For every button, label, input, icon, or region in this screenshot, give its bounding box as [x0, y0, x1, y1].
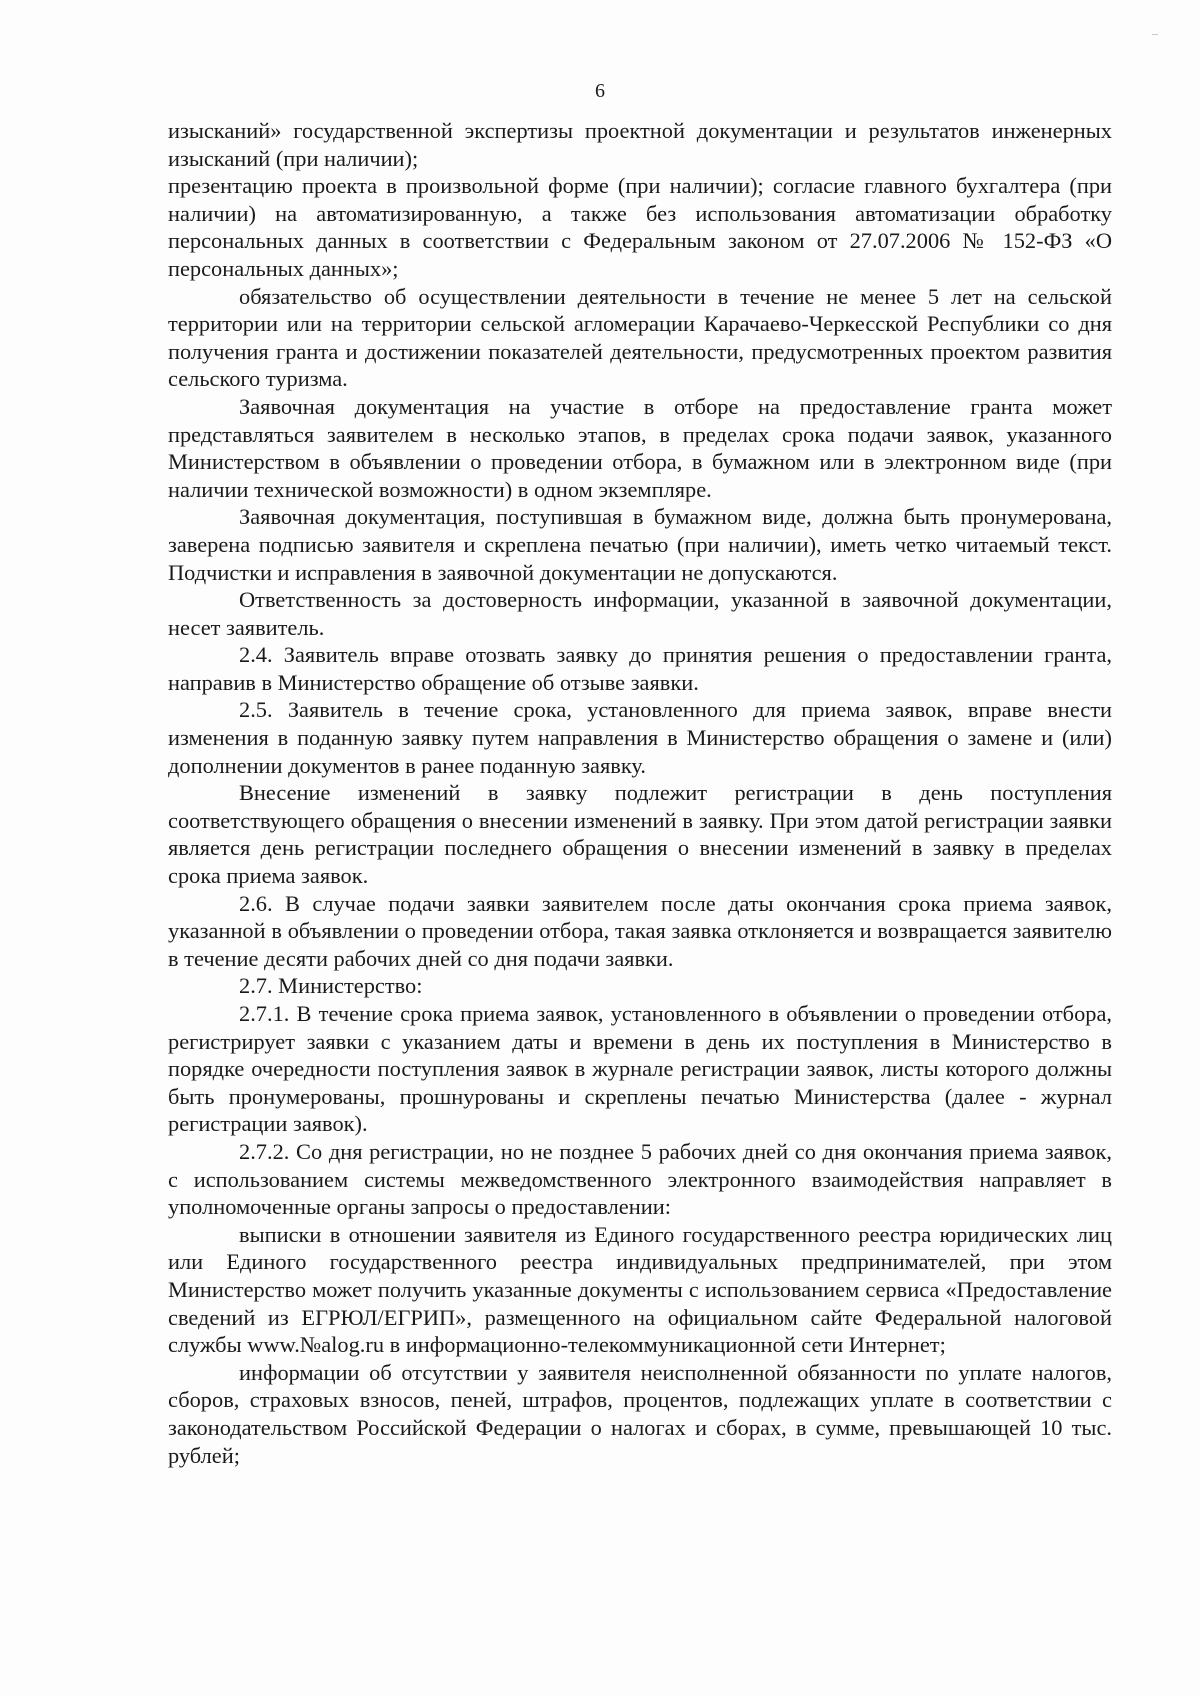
paragraph: выписки в отношении заявителя из Единого государственного реестра юридических лиц или Единого государственного реестра индивидуальных предпринимателей, при этом Министерство может получить указанные документы с использованием сервиса «Предоставление сведений из ЕГРЮЛ/ЕГРИП», размещенного на официальном сайте Федеральной налоговой службы www.№alog.ru в информационно-телекоммуникационной сети Интернет;	[168, 1221, 1112, 1358]
paragraph: 2.4. Заявитель вправе отозвать заявку до принятия решения о предоставлении гранта, направив в Министерство обращение об отзыве заявки.	[168, 642, 1112, 695]
paragraph: Заявочная документация на участие в отборе на предоставление гранта может представляться заявителем в несколько этапов, в пределах срока подачи заявок, указанного Министерством в объявлении о проведении отбора, в бумажном или в электронном виде (при наличии технической возможности) в одном экземпляре.	[168, 393, 1112, 502]
paragraph: информации об отсутствии у заявителя неисполненной обязанности по уплате налогов, сборов, страховых взносов, пеней, штрафов, процентов, подлежащих уплате в соответствии с законодательством Российской Федерации о налогах и сборах, в сумме, превышающей 10 тыс. рублей;	[168, 1359, 1112, 1468]
paragraph: 2.5. Заявитель в течение срока, установленного для приема заявок, вправе внести изменения в поданную заявку путем направления в Министерство обращения о замене и (или) дополнении документов в ранее поданную заявку.	[168, 697, 1112, 778]
paragraph: Внесение изменений в заявку подлежит регистрации в день поступления соответствующего обращения о внесении изменений в заявку. При этом датой регистрации заявки является день регистрации последнего обращения о внесении изменений в заявку в пределах срока приема заявок.	[168, 780, 1112, 889]
paragraph: Ответственность за достоверность информации, указанной в заявочной документации, несет заявитель.	[168, 587, 1112, 640]
scan-artifact	[1152, 34, 1158, 35]
paragraph: 2.6. В случае подачи заявки заявителем после даты окончания срока приема заявок, указанной в объявлении о проведении отбора, такая заявка отклоняется и возвращается заявителю в течение десяти рабочих дней со дня подачи заявки.	[168, 890, 1112, 971]
paragraph: 2.7. Министерство:	[239, 973, 423, 999]
paragraph: изысканий» государственной экспертизы проектной документации и результатов инженерных изысканий (при наличии);	[168, 118, 1112, 171]
paragraph: Заявочная документация, поступившая в бумажном виде, должна быть пронумерована, заверена подписью заявителя и скреплена печатью (при наличии), иметь четко читаемый текст. Подчистки и исправления в заявочной документации не допускаются.	[168, 504, 1112, 585]
paragraph: 2.7.1. В течение срока приема заявок, установленного в объявлении о проведении отбора, регистрирует заявки с указанием даты и времени в день их поступления в Министерство в порядке очередности поступления заявок в журнале регистрации заявок, листы которого должны быть пронумерованы, прошнурованы и скреплены печатью Министерства (далее - журнал регистрации заявок).	[168, 1001, 1112, 1137]
paragraph: презентацию проекта в произвольной форме (при наличии); согласие главного бухгалтера (при наличии) на автоматизированную, а также без использования автоматизации обработку персональных данных в соответствии с Федеральным законом от 27.07.2006 № 152-ФЗ «О персональных данных»;	[168, 173, 1112, 281]
paragraph: 2.7.2. Со дня регистрации, но не позднее 5 рабочих дней со дня окончания приема заявок, с использованием системы межведомственного электронного взаимодействия направляет в уполномоченные органы запросы о предоставлении:	[168, 1138, 1112, 1220]
document-body	[168, 117, 1112, 1469]
page-number: 6	[595, 80, 605, 102]
paragraph: обязательство об осуществлении деятельности в течение не менее 5 лет на сельской территории или на территории сельской агломерации Карачаево-Черкесской Республики со дня получения гранта и достижении показателей деятельности, предусмотренных проектом развития сельского туризма.	[168, 283, 1112, 392]
